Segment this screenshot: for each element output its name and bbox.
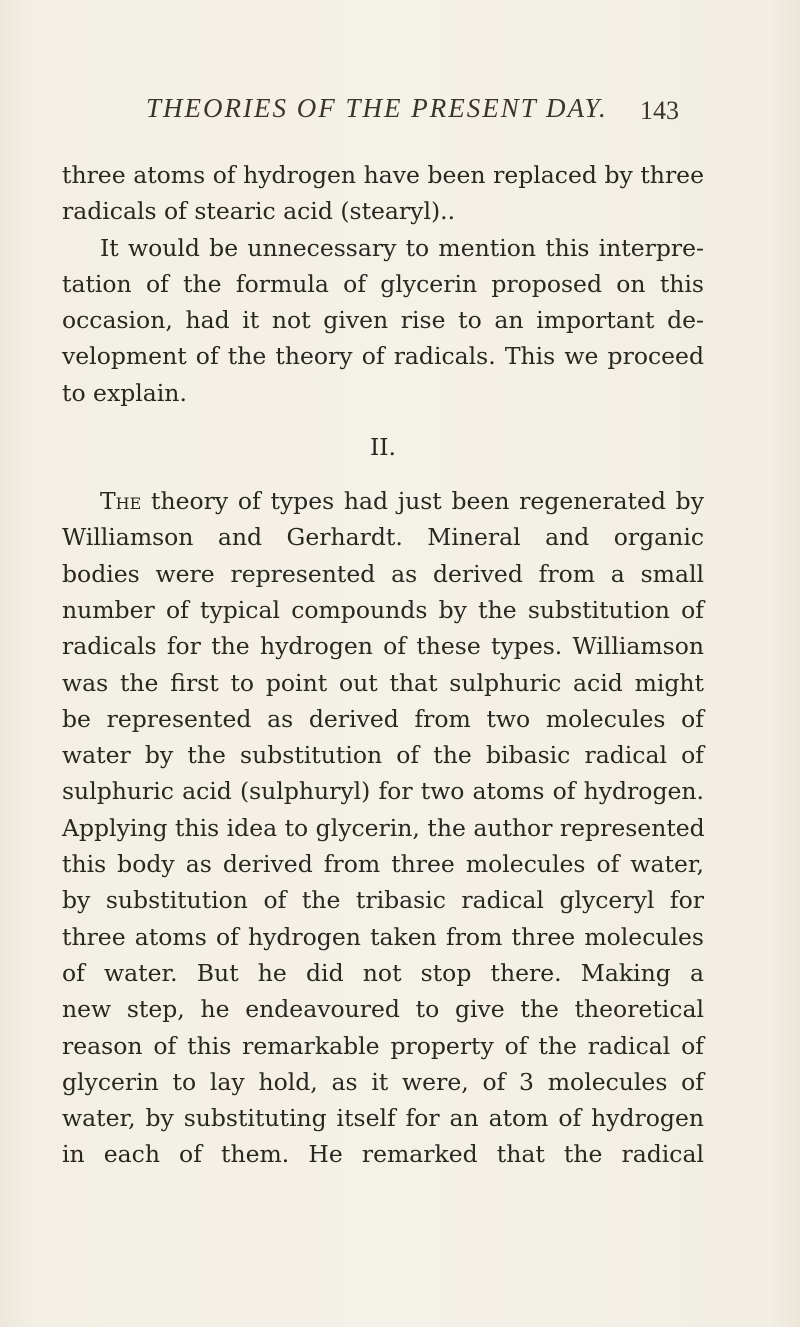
text-line: in each of them. He remarked that the radical xyxy=(62,1140,704,1169)
text-line: this body as derived from three molecules of water, xyxy=(62,850,704,879)
text-line: tation of the formula of glycerin proposed on this xyxy=(62,269,704,298)
section-heading: II. xyxy=(369,433,397,462)
text-line: velopment of the theory of radicals. This we proceed xyxy=(62,342,704,371)
text-line: was the first to point out that sulphuric acid might xyxy=(62,668,704,697)
text-line: three atoms of hydrogen taken from three molecules xyxy=(62,922,704,951)
text-line: three atoms of hydrogen have been replaced by three xyxy=(62,161,704,189)
text-line: Williamson and Gerhardt. Mineral and organic xyxy=(62,523,704,552)
text-line: water by the substitution of the bibasic radical of xyxy=(62,741,704,770)
paragraph-continued xyxy=(62,157,704,230)
text-line: bodies were represented as derived from a small xyxy=(62,559,704,588)
text-line: radicals of stearic acid (stearyl).. xyxy=(62,197,456,226)
text-line xyxy=(62,483,704,519)
paragraph-interpretation xyxy=(62,230,704,411)
running-head-title: THEORIES OF THE PRESENT DAY. xyxy=(146,93,608,123)
lead-line-rest: theory of types had just been regenerated by xyxy=(141,487,704,516)
text-line: of water. But he did not stop there. Making a xyxy=(62,958,704,987)
page-number: 143 xyxy=(640,96,679,125)
text-line: number of typical compounds by the substitution of xyxy=(62,595,704,624)
text-line: glycerin to lay hold, as it were, of 3 molecules of xyxy=(62,1067,704,1096)
text-line: new step, he endeavoured to give the theoretical xyxy=(62,995,704,1024)
text-line: be represented as derived from two molecules of xyxy=(62,704,704,733)
text-line: reason of this remarkable property of the radical of xyxy=(62,1031,704,1060)
body-text xyxy=(62,157,704,1173)
text-line: by substitution of the tribasic radical glyceryl for xyxy=(62,886,704,915)
text-line: sulphuric acid (sulphuryl) for two atoms of hydrogen. xyxy=(62,777,704,806)
text-line: to explain. xyxy=(62,378,187,407)
running-head xyxy=(0,93,800,133)
text-line: radicals for the hydrogen of these types. Williamson xyxy=(62,632,704,661)
paragraph-theory-of-types xyxy=(62,483,704,1173)
lead-word: The xyxy=(100,487,142,516)
text-line: water, by substituting itself for an atom of hydrogen xyxy=(62,1104,704,1133)
text-line: It would be unnecessary to mention this interpre- xyxy=(100,233,704,262)
text-line: occasion, had it not given rise to an important de- xyxy=(62,306,704,335)
text-line: Applying this idea to glycerin, the author represented xyxy=(62,813,705,842)
